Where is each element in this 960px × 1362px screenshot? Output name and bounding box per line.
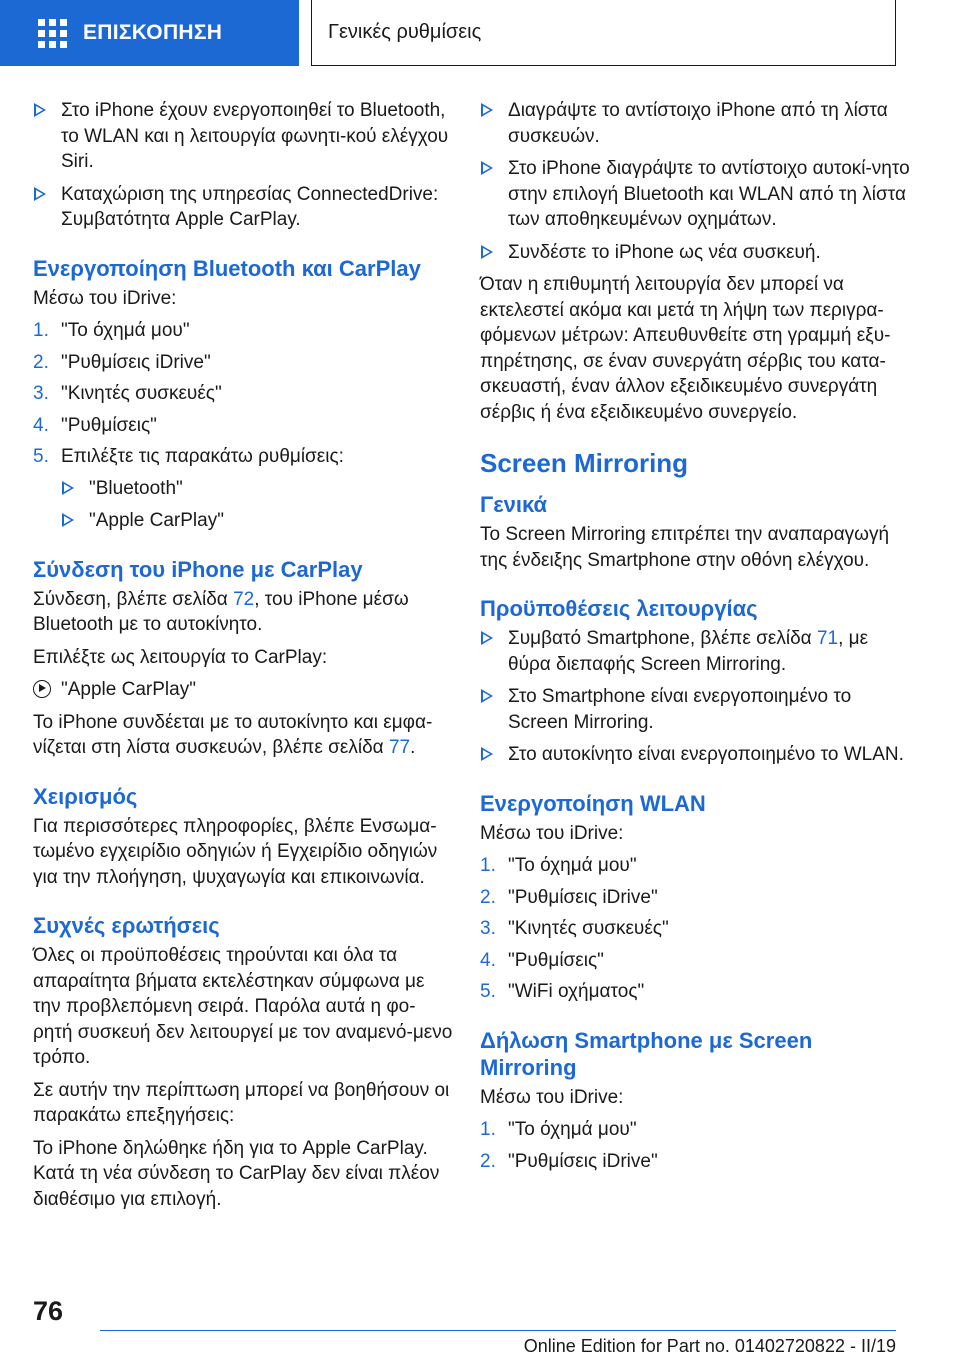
bullet-text: Στο αυτοκίνητο είναι ενεργοποιημένο το WLAN.: [508, 744, 904, 765]
tab-section-label: Γενικές ρυθμίσεις: [328, 21, 482, 43]
connect-text: Σύνδεση, βλέπε σελίδα 72, του iPhone μέσω Bluetooth με το αυτοκίνητο.: [33, 588, 409, 635]
heading-general: Γενικά: [480, 492, 548, 517]
step-item: [480, 1149, 910, 1175]
bullet-item: [480, 98, 910, 149]
step-number: 4.: [33, 414, 49, 436]
triangle-bullet-icon: [481, 245, 493, 259]
step-text: "WiFi οχήματος": [508, 981, 645, 1002]
play-item-text: "Apple CarPlay": [61, 679, 196, 700]
step-number: 2.: [480, 886, 496, 908]
heading-handling: Χειρισμός: [33, 783, 138, 809]
triangle-bullet-icon: [481, 161, 493, 175]
service-text: Όταν η επιθυμητή λειτουργία δεν μπορεί να εκτελεστεί ακόμα και μετά τη λήψη των περιγρα-φόμενων μέτρων: Απευθυνθείτε στη γραμμή εξυ-πηρέτησης, σε έναν συνεργάτη σέρβις του κατα-σκευαστή, έναν άλλον εξειδικευμένο συνεργάτη σέρβις ή ένα εξειδικευμένο συνεργείο.: [480, 274, 891, 423]
bullet-item: [480, 156, 910, 233]
triangle-bullet-icon: [62, 481, 74, 495]
step-text: "Ρυθμίσεις iDrive": [508, 886, 658, 908]
step-number: 5.: [480, 981, 496, 1002]
faq-text-1: Όλες οι προϋποθέσεις τηρούνται και όλα τα απαραίτητα βήματα εκτελέστηκαν σύμφωνα με την προβλεπόμενη σειρά. Παρόλα αυτά η φο-ρητή συσκευή δεν λειτουργεί με τον αναμενό-μενο τρόπο.: [33, 945, 453, 1068]
step-text: "Ρυθμίσεις": [61, 414, 157, 436]
select-as-text: Επιλέξτε ως λειτουργία το CarPlay:: [33, 646, 328, 668]
right-column: [480, 98, 910, 1180]
bullet-text: Συμβατό Smartphone, βλέπε σελίδα 71, με θύρα διεπαφής Screen Mirroring.: [508, 628, 869, 675]
step-text: "Ρυθμίσεις": [508, 949, 604, 971]
heading-register-smartphone: Δήλωση Smartphone με Screen Mirroring: [480, 1027, 813, 1080]
triangle-bullet-icon: [34, 103, 46, 117]
via-idrive-text: Μέσω του iDrive:: [480, 822, 624, 844]
heading-activate-bluetooth: Ενεργοποίηση Bluetooth και CarPlay: [33, 255, 421, 281]
faq-text-2: Σε αυτήν την περίπτωση μπορεί να βοηθήσουν οι παρακάτω επεξηγήσεις:: [33, 1079, 450, 1126]
page-link-71[interactable]: 71: [816, 628, 839, 649]
step-number: 3.: [33, 383, 49, 404]
step-item: [33, 381, 453, 407]
tab-section[interactable]: [311, 0, 896, 66]
heading-requirements: Προϋποθέσεις λειτουργίας: [480, 596, 758, 621]
step-text: "Κινητές συσκευές": [61, 383, 222, 404]
page-link-72[interactable]: 72: [233, 588, 255, 610]
step-item: [480, 885, 910, 911]
bullet-item: [480, 684, 910, 735]
step-item: [480, 1117, 910, 1143]
tab-overview[interactable]: [0, 0, 299, 66]
triangle-bullet-icon: [481, 689, 493, 703]
triangle-bullet-icon: [481, 631, 493, 645]
footer-divider: [100, 1330, 896, 1331]
heading-faq: Συχνές ερωτήσεις: [33, 913, 220, 938]
step-item: [33, 444, 453, 470]
step-text: "Ρυθμίσεις iDrive": [508, 1150, 658, 1172]
triangle-bullet-icon: [481, 747, 493, 761]
page-link-77[interactable]: 77: [388, 737, 411, 758]
bullet-text: Στο iPhone διαγράψτε το αντίστοιχο αυτοκί-νητο στην επιλογή Bluetooth και WLAN από τη λίστα των αποθηκευμένων οχημάτων.: [508, 158, 910, 230]
general-text: Το Screen Mirroring επιτρέπει την αναπαραγωγή της ένδειξης Smartphone στην οθόνη ελέγχου.: [480, 524, 890, 571]
bullet-text: Στο Smartphone είναι ενεργοποιημένο το Screen Mirroring.: [508, 686, 852, 733]
step-item: [33, 318, 453, 344]
via-idrive-text: Μέσω του iDrive:: [33, 287, 177, 309]
step-text: "Το όχημά μου": [508, 1119, 637, 1140]
bullet-item: [480, 742, 910, 768]
heading-screen-mirroring: Screen Mirroring: [480, 448, 689, 478]
sub-bullet-item: [61, 508, 453, 534]
appears-text: Το iPhone συνδέεται με το αυτοκίνητο και εμφα-νίζεται στη λίστα συσκευών, βλέπε σελίδα 77.: [33, 711, 433, 758]
play-circle-icon: [33, 680, 51, 698]
step-item: [33, 350, 453, 376]
footer-edition: Online Edition for Part no. 01402720822 - II/19: [523, 1336, 896, 1356]
step-number: 1.: [480, 1119, 496, 1140]
bullet-text: Καταχώριση της υπηρεσίας ConnectedDrive: Συμβατότητα Apple CarPlay.: [61, 183, 439, 230]
page-header: [0, 0, 960, 66]
triangle-bullet-icon: [62, 513, 74, 527]
left-column: [33, 98, 453, 1219]
step-number: 5.: [33, 446, 49, 467]
bullet-item: [480, 626, 910, 677]
bullet-text: "Bluetooth": [89, 477, 183, 499]
triangle-bullet-icon: [481, 103, 493, 117]
tab-overview-label: ΕΠΙΣΚΟΠΗΣΗ: [83, 21, 223, 44]
bullet-item: [33, 182, 453, 233]
step-text: "Ρυθμίσεις iDrive": [61, 351, 211, 373]
bullet-text: Συνδέστε το iPhone ως νέα συσκευή.: [508, 241, 821, 263]
step-text: "Το όχημά μου": [508, 855, 637, 876]
step-text: "Κινητές συσκευές": [508, 918, 669, 939]
heading-activate-wlan: Ενεργοποίηση WLAN: [480, 790, 706, 816]
grid-icon: [38, 19, 67, 48]
step-number: 4.: [480, 949, 496, 971]
faq-text-3: Το iPhone δηλώθηκε ήδη για το Apple CarPlay. Κατά τη νέα σύνδεση το CarPlay δεν είναι πλέον διαθέσιμο για επιλογή.: [33, 1137, 440, 1210]
page-number: 76: [33, 1296, 64, 1326]
step-item: [480, 916, 910, 942]
bullet-text: "Apple CarPlay": [89, 510, 224, 531]
via-idrive-text: Μέσω του iDrive:: [480, 1086, 624, 1108]
step-text: "Το όχημά μου": [61, 320, 190, 341]
triangle-bullet-icon: [34, 187, 46, 201]
heading-connect-iphone: Σύνδεση του iPhone με CarPlay: [33, 556, 363, 582]
step-item: [480, 979, 910, 1005]
bullet-text: Στο iPhone έχουν ενεργοποιηθεί το Bluetooth, το WLAN και η λειτουργία φωνητι-κού ελέγχου Siri.: [61, 100, 449, 172]
step-number: 2.: [33, 351, 49, 373]
step-number: 1.: [33, 320, 49, 341]
bullet-item: [33, 98, 453, 175]
bullet-item: [480, 240, 910, 266]
bullet-text: Διαγράψτε το αντίστοιχο iPhone από τη λίστα συσκευών.: [508, 100, 888, 147]
step-item: [480, 948, 910, 974]
step-number: 3.: [480, 918, 496, 939]
step-item: [33, 413, 453, 439]
step-number: 2.: [480, 1150, 496, 1172]
step-item: [480, 853, 910, 879]
sub-bullet-item: [61, 476, 453, 502]
handling-text: Για περισσότερες πληροφορίες, βλέπε Ενσωμα-τωμένο εγχειρίδιο οδηγιών ή Εγχειρίδιο οδηγιών για την πλοήγηση, ψυχαγωγία και επικοινωνία.: [33, 815, 438, 888]
step-text: Επιλέξτε τις παρακάτω ρυθμίσεις:: [61, 446, 344, 467]
play-item: [33, 677, 453, 703]
step-number: 1.: [480, 855, 496, 876]
